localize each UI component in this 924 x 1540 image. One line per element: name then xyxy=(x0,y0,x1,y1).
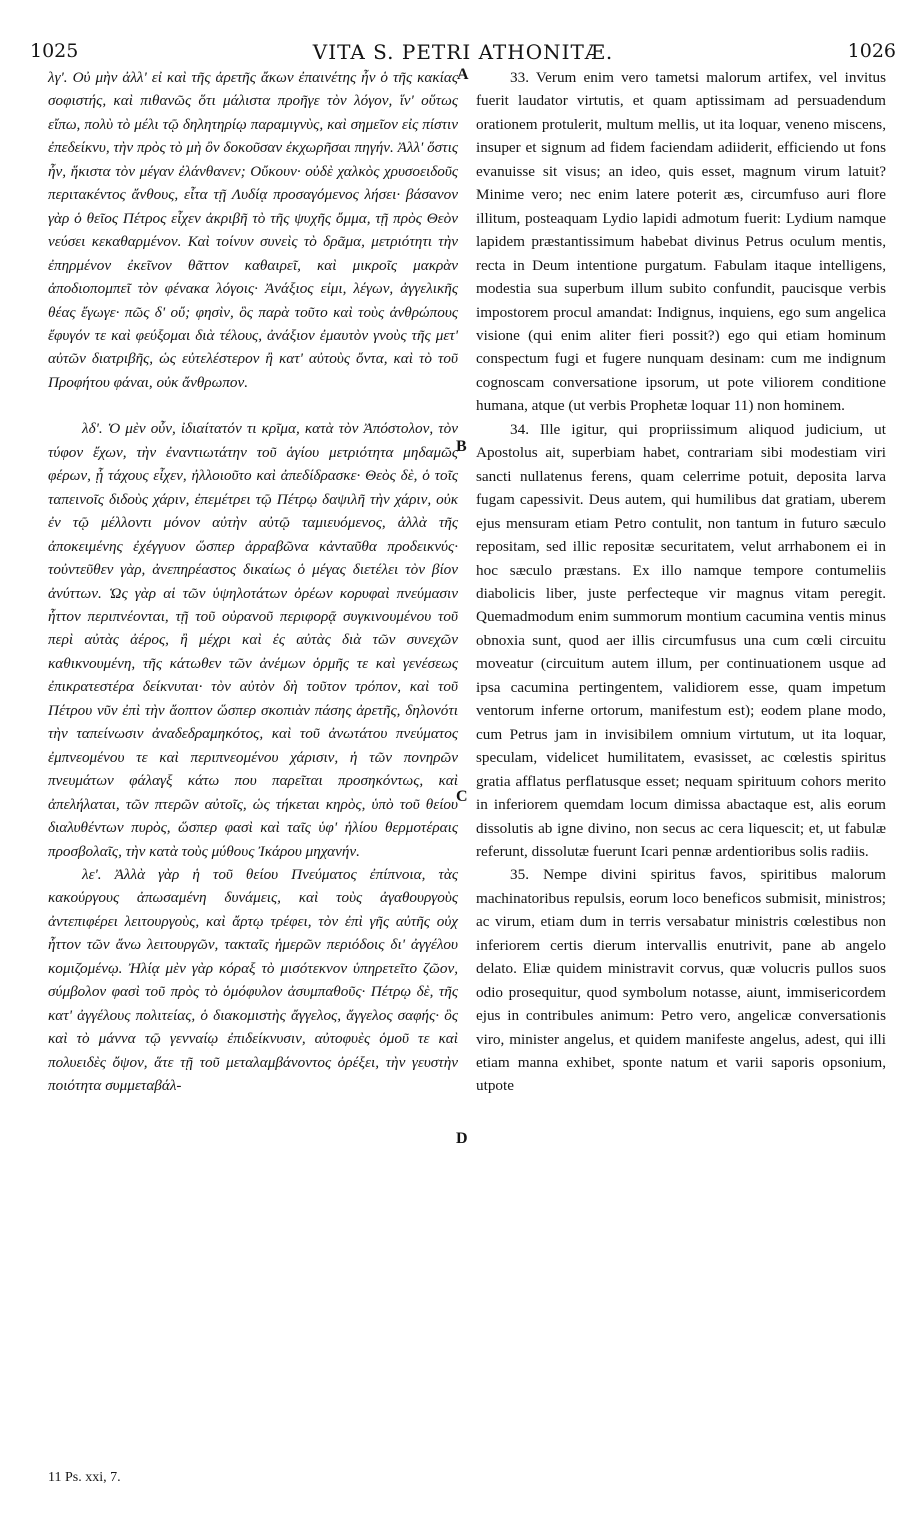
page-number-right: 1026 xyxy=(847,40,896,62)
footnote: 11 Ps. xxi, 7. xyxy=(48,1470,121,1485)
greek-column xyxy=(48,66,458,1097)
page-header xyxy=(30,40,896,66)
greek-paragraph-33: λγʹ. Οὐ μὴν ἀλλ' εἰ καὶ τῆς ἀρετῆς ἄκων ἐπαινέτης ἦν ὁ τῆς κακίας σοφιστής, καὶ πιθανῶς ὅτι μάλιστα προῆγε τὸν λόγον, ἵν' οὕτως εἴπω, πολὺ τὸ μέλι τῷ δηλητηρίῳ παραμιγνὺς, καὶ σημεῖον εἰς πίστιν ἐπεδείκνυ, τὴν πρὸς τὸ μὴ ὂν δοκοῦσαν ἐκχωρῆσαι πηγήν. Ἀλλ' ὅστις ἦν, ἥκιστα τὸν μέγαν ἐλάνθανεν; Οὔκουν· οὐδὲ χαλκὸς χρυσοειδοῦς περιτακέντος ἄνθους, εἶτα τῇ Λυδίᾳ προσαγόμενος λήσει· βάσανον γὰρ ὁ θεῖος Πέτρος εἶχεν ἀκριβῆ τὸ τῆς ψυχῆς ὄμμα, τῇ πρὸς Θεὸν νεύσει κεκαθαρμένον. Καὶ τοίνυν συνεὶς τὸ δρᾶμα, μετριότητι τὴν ἐπηρμένον ἐκεῖνον θᾶττον καθαιρεῖ, καὶ μικροῖς μακρὰν ἀποδιοπομπεῖ τὸν φένακα λόγοις· Ἀνάξιος εἰμι, λέγων, ἀγγελικῆς θέας ἔγωγε· πῶς δ' οὔ; φησὶν, ὃς παρὰ τοῦτο καὶ τοὺς ἀνθρώπους ἔφυγόν τε καὶ φεύξομαι διὰ τέλους, ἀνάξιον ἐμαυτὸν γνοὺς τῆς μετ' αὐτῶν διατριβῆς, ὡς εὐτελέστερον ἢ κατ' αὐτοὺς ὄντα, καὶ τὸ τοῦ Προφήτου φάναι, οὐκ ἄνθρωπον. xyxy=(48,69,458,391)
greek-paragraph-34: λδʹ. Ὁ μὲν οὖν, ἰδιαίτατόν τι κρῖμα, κατὰ τὸν Ἀπόστολον, τὸν τύφον ἔχων, τὴν ἐναντιωτάτην τοῦ ἁγίου μετριότητα μηδαμῶς φέρων, ᾗ τάχους εἶχεν, ἠλλοιοῦτο καὶ ἀπεδίδρασκε· Θεὸς δὲ, ὁ τοῖς ταπεινοῖς διδοὺς χάριν, ἐπεμέτρει τῷ Πέτρῳ δαψιλῆ τὴν χάριν, οὐκ ἐν τῷ μέλλοντι μόνον αὐτὴν αὐτῷ ταμιευόμενος, ἀλλὰ τῆς ἀποκειμένης ἐχέγγυον ὥσπερ ἀρραβῶνα κἀνταῦθα προδεικνύς· τοὐντεῦθεν γὰρ, ἀνεπηρέαστος δικαίως ὁ μέγας διετέλει τὸν βίον ἀνύττων. Ὡς γὰρ αἱ τῶν ὑψηλοτάτων ὀρέων κορυφαὶ πνεύμασιν ἧττον περιπνέονται, τῇ τοῦ οὐρανοῦ περιφορᾷ συγκινουμένου τοῦ περὶ αὐτὰς ἀέρος, ἢ μέχρι καὶ ἐς αὐτὰς διὰ τῶν συνεχῶν καθικνουμένη, τῆς κάτωθεν τῶν ἀνέμων ὁρμῆς τε καὶ γενέσεως ἐπικρατεστέρα δείκνυται· τὸν αὐτὸν δὴ τοῦτον τρόπον, καὶ τοῦ Πέτρου νῦν ἐπὶ τὴν ἄοπτον ὥσπερ σκοπιὰν πάσης ἀρετῆς, δηλονότι τὴν ταπείνωσιν ἀναδεδραμηκότος, καὶ τοῦ ἀνωτάτου πνεύματος ἐμπνεομένου τε καὶ περιπνεομένου χάρισιν, ἡ τῶν πονηρῶν πνευμάτων φάλαγξ κάτω που παρεῖται προσηκόντως, καὶ ἀπελήλαται, τῶν πτερῶν αὐτοῖς, ὡς τήκεται κηρὸς, ὑπὸ τοῦ θείου διαλυθέντων πυρὸς, ὥσπερ φασὶ καὶ ταῖς ὑφ' ἡλίου θερμοτέραις προσβολαῖς, τὴν κατὰ τοὺς μύθους Ἰκάρου μηχανήν. xyxy=(48,420,458,860)
greek-paragraph-35: λεʹ. Ἀλλὰ γὰρ ἡ τοῦ θείου Πνεύματος ἐπίπνοια, τὰς κακούργους ἀπωσαμένη δυνάμεις, καὶ τοὺς ἀγαθουργοὺς ἀντεπιφέρει λειτουργοὺς, καὶ ἄρτῳ τρέφει, τὸν ἐπὶ γῆς αὐτῆς οὐχ ἧττον τῶν ἄνω λειτουργῶν, τακταῖς ἡμερῶν περιόδοις δι' ἀγγέλου κομιζομένῳ. Ἠλίᾳ μὲν γὰρ κόραξ τὸ μισότεκνον ὑπηρετεῖτο ζῶον, σύμβολον φασὶ τοῦ πρὸς τὸ ὁμόφυλον ἀσυμπαθοῦς· Πέτρῳ δὲ, τῆς κατ' ἀγγέλους πολιτείας, ὁ διακομιστὴς ἄγγελος, ἄγγελος σαφής· ὃς καὶ τὸ μάννα τῷ γενναίῳ ἐπιδείκνυσιν, αὐτοφυὲς ὁμοῦ τε καὶ πολυειδὲς ὄψον, ἅτε τῇ τοῦ μεταλαμβάνοντος ὀρέξει, τὴν γευστὴν ποιότητα συμμεταβάλ- xyxy=(48,865,458,1095)
running-title: VITA S. PETRI ATHONITÆ. xyxy=(312,40,614,64)
latin-paragraph-34: 34. Ille igitur, qui propriissimum aliquod judicium, ut Apostolus ait, superbiam habet, contrariam sibi modestiam viri sancti nullatenus ferens, quam celerrime potuit, deposita larva fugam capessivit. Deus autem, qui humilibus dat gratiam, uberem ejus mensuram etiam Petro contulit, non tantum in futuro sæculo repositam, sed illic repositæ securitatem, velut arrhabonem ei in hoc sæculo præstans. Ex illo namque tempore contumeliis diabolicis liber, juste perfecteque vir magnus vitam peregit. Quemadmodum enim summorum montium cacumina ventis minus obnoxia sunt, quod aer illis circumfusus una cum cœli circuitu moveatur (circuitum autem illum, per continuationem usque ad ipsa cacumina pertingentem, validiorem esse, quam impetum ventorum inferne ortorum, manifestum est); eodem plane modo, cum Petrus jam in invisibilem omnium virtutum, ut ita loquar, speculam, videlicet humilitatem, evasisset, ac cœlestis spiritus gratia afflatus perflatusque esset; nequam spirituum cohors merito in inferiorem quemdam locum dimissa abactaque est, alis eorum dissolutis ab igne divino, non secus ac cera liquescit; et, ut fabulæ referunt, dissolutæ fuerunt Icari pennæ ardentioribus solis radiis. xyxy=(476,420,886,860)
latin-paragraph-33: 33. Verum enim vero tametsi malorum artifex, vel invitus fuerit laudator virtutis, et quam aptissimam ad persuadendum orationem protulerit, multum mellis, ut ita loquar, veneno miscens, insuper et signum ad fidem faciendam adiiderit, efficiendo ut fons evanuisse sit visus; an ideo, quis esset, magnum virum latuit? Minime vero; nec enim latere poterit æs, circumfuso auri flore illitum, posteaquam Lydio lapidi admotum fuerit: Lydium namque lapidem præstantissimum habebat divinus Petrus oculum mentis, recta in Deum intentione purgatum. Fabulam itaque intelligens, modestia sua superbum illum subito confundit, paucisque verbis impostorem procul amandat: Indignus, inquiens, ego sum angelica visione (qui enim aliter fieri possit?) ego qui etiam hominum conspectum fugi et fugere nunquam desinam: cum me indignum cognoscam conversatione ipsorum, ut pote viliorem conditione humana, atque (ut verbis Prophetæ loquar 11) non hominem. xyxy=(476,69,886,415)
latin-column xyxy=(476,66,886,1098)
page-number-left: 1025 xyxy=(30,40,79,62)
margin-marker-a: A xyxy=(457,66,469,83)
latin-paragraph-35: 35. Nempe divini spiritus favos, spiritibus malorum machinatoribus repulsis, eorum loco beneficos submisit, ministros; ac virum, etiam dum in terris versabatur ministris cœlestibus non inferiorem certis dierum intervallis enutrivit, pane ab angelo delato. Eliæ quidem ministravit corvus, quæ volucris pullos suos odio prosequitur, quod symbolum notasse, aiunt, immisericordem ejus in contribules animum: Petro vero, angelicæ conversationis viro, minister angelus, et quidem manifeste angelus, adest, qui illi etiam manna exhibet, sponte natum et varii saporis opsonium, utpote xyxy=(476,866,886,1095)
margin-marker-b: B xyxy=(456,438,467,455)
margin-marker-d: D xyxy=(456,1130,468,1147)
margin-marker-c: C xyxy=(456,788,468,805)
